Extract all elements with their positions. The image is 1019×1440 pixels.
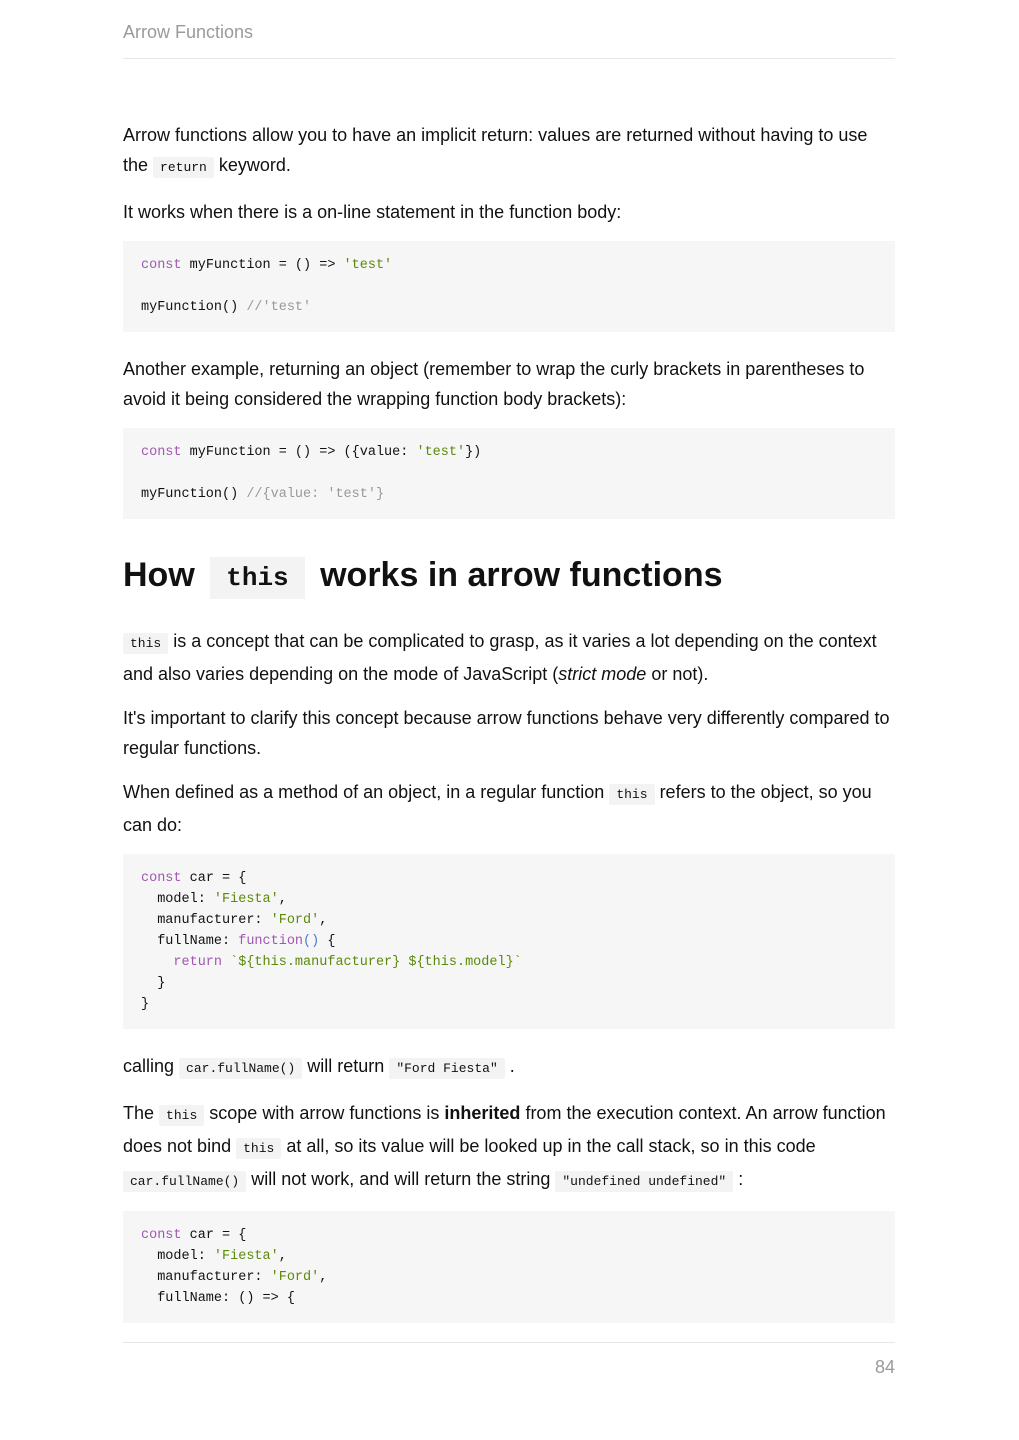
inline-code: "Ford Fiesta" xyxy=(389,1058,504,1079)
page-number: 84 xyxy=(874,1357,895,1377)
paragraph-one-line: It works when there is a on-line statement in the function body: xyxy=(123,202,622,222)
paragraph-inherited: The this scope with arrow functions is inherited from the execution context. An arrow function does not bind this at all, so its value will be looked up in the call stack, so in this code car.fullName() will not work, and will return the string "undefined undefined" : xyxy=(123,1098,895,1197)
inline-code: "undefined undefined" xyxy=(555,1171,733,1192)
inline-code: this xyxy=(236,1138,281,1159)
code-block-2: const myFunction = () => ({value: 'test'}) myFunction() //{value: 'test'} xyxy=(123,428,895,519)
inline-code: car.fullName() xyxy=(123,1171,246,1192)
paragraph-calling: calling car.fullName() will return "Ford Fiesta" . xyxy=(123,1051,895,1084)
inline-code: this xyxy=(123,633,168,654)
paragraph-object-example: Another example, returning an object (remember to wrap the curly brackets in parentheses to avoid it being considered the wrapping function body brackets): xyxy=(123,359,865,409)
inline-code: this xyxy=(609,784,654,805)
code-block-4: const car = { model: 'Fiesta', manufacturer: 'Ford', fullName: () => { xyxy=(123,1211,895,1323)
inline-code: this xyxy=(159,1105,204,1126)
page-content xyxy=(123,120,895,1345)
inline-code: return xyxy=(153,157,214,178)
paragraph-method: When defined as a method of an object, in a regular function this refers to the object, so you can do: xyxy=(123,782,872,835)
paragraph-clarify: It's important to clarify this concept because arrow functions behave very differently compared to regular functions. xyxy=(123,708,890,758)
code-block-1: const myFunction = () => 'test' myFunction() //'test' xyxy=(123,241,895,332)
heading-code: this xyxy=(210,557,304,599)
page-footer xyxy=(123,1342,895,1378)
paragraph-implicit-return: Arrow functions allow you to have an implicit return: values are returned without having to use the return keyword. xyxy=(123,120,895,183)
code-block-3: const car = { model: 'Fiesta', manufacturer: 'Ford', fullName: function() { return `${this.manufacturer} ${this.model}` } } xyxy=(123,854,895,1029)
chapter-title: Arrow Functions xyxy=(123,22,254,42)
paragraph-this-concept: this is a concept that can be complicated to grasp, as it varies a lot depending on the context and also varies depending on the mode of JavaScript (strict mode or not). xyxy=(123,631,877,684)
section-heading: How this works in arrow functions xyxy=(123,553,895,600)
inline-code: car.fullName() xyxy=(179,1058,302,1079)
running-header xyxy=(123,22,895,59)
